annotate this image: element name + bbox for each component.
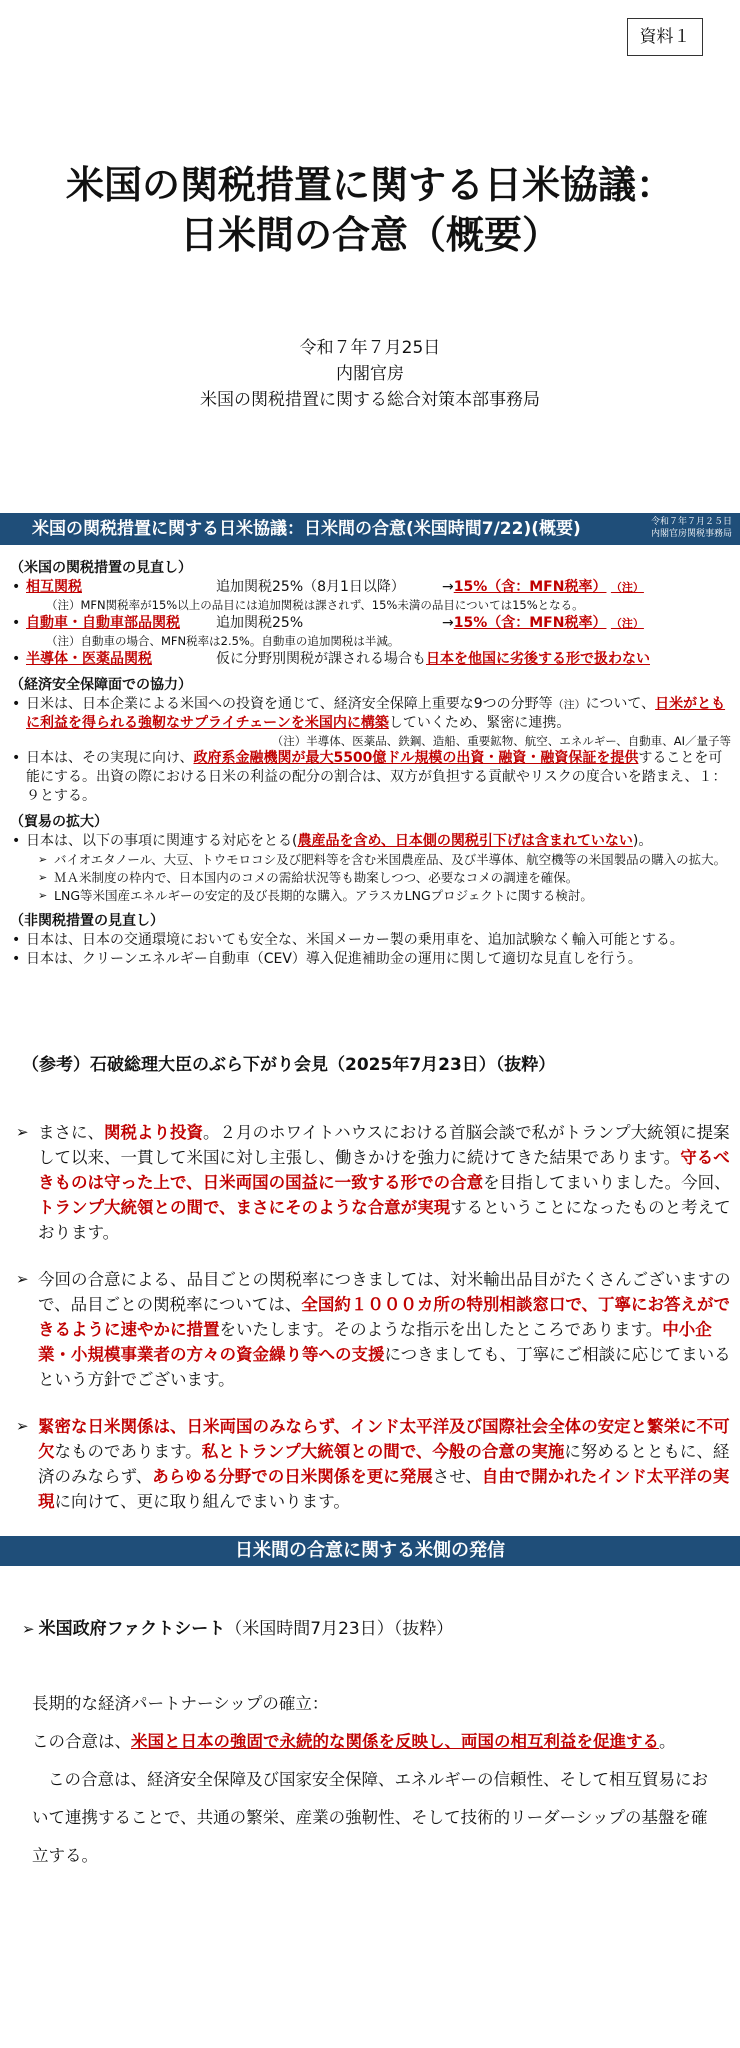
text: に向けて、更に取り組んでまいります。 xyxy=(54,1492,350,1511)
highlight: 関税より投資 xyxy=(104,1123,203,1142)
title-line-1: 米国の関税措置に関する日米協議： xyxy=(65,163,674,207)
remark-paragraph xyxy=(16,1414,731,1514)
note-marker: （注） xyxy=(610,581,644,594)
text: 15%（含：MFN税率） xyxy=(453,579,607,595)
text: させ、 xyxy=(432,1467,482,1486)
list-item: • 日本は、クリーンエネルギー自動車（CEV）導入促進補助金の運用に関して適切な見直しを行う。 xyxy=(10,950,735,969)
fact-paragraph: この合意は、経済安全保障及び国家安全保障、エネルギーの信頼性、そして相互貿易において連携することで、共通の繁栄、産業の強靭性、そして技術的リーダーシップの基盤を確立する。 xyxy=(32,1770,708,1865)
issuer-office: 米国の関税措置に関する総合対策本部事務局 xyxy=(200,390,540,410)
text: するということになったものと考えております。 xyxy=(38,1198,731,1242)
text: 日本は、その実現に向け、 xyxy=(26,750,194,766)
text: 。２月のホワイトハウスにおける首脳会談で私がトランプ大統領に提案して以来、一貫して米国に対し主張し、働きかけを強力に続けてきた結果であります。 xyxy=(38,1123,730,1167)
highlight: トランプ大統領との間で、まさにそのような合意が実現 xyxy=(38,1198,451,1217)
section-heading: （非関税措置の見直し） xyxy=(10,913,164,929)
section-trade-expansion xyxy=(10,813,735,905)
highlight: 米国と日本の強固で永続的な関係を反映し、両国の相互利益を促進する xyxy=(131,1732,659,1751)
title-line-2: 日米間の合意（概要） xyxy=(179,213,560,257)
text: 農産品を含め、日本側の関税引下げは含まれていない xyxy=(297,833,633,849)
fact-paragraph: 長期的な経済パートナーシップの確立： xyxy=(32,1694,329,1713)
text: していくため、緊密に連携。 xyxy=(388,715,571,731)
text: 日本を他国に劣後する形で扱わない xyxy=(426,651,650,667)
text: 日本は、以下の事項に関連する対応をとる( xyxy=(26,833,298,849)
reciprocal-tariff-label: 相互関税 xyxy=(26,579,82,595)
summary-banner-date xyxy=(651,516,732,540)
section-heading: （米国の関税措置の見直し） xyxy=(10,560,192,576)
summary-banner-title: 米国の関税措置に関する日米協議：日米間の合意(米国時間7/22)(概要) xyxy=(32,519,581,539)
note: （注）自動車の場合、MFN税率は2.5%。自動車の追加関税は半減。 xyxy=(46,634,400,648)
note: （注）半導体、医薬品、鉄鋼、造船、重要鉱物、航空、エネルギー、自動車、AI／量子等 xyxy=(271,734,731,748)
note-marker: （注） xyxy=(610,617,644,630)
text: に努めるとともに、経済のみならず、 xyxy=(38,1442,730,1486)
sub-item: ➢ ＭＡ米制度の枠内で、日本国内のコメの需給状況等も勘案しつつ、必要なコメの調達を確保。 xyxy=(10,869,735,887)
text: をいたします。そのような指示を出したところであります。 xyxy=(219,1320,663,1339)
agreement-summary xyxy=(10,555,735,976)
highlight: 私とトランプ大統領との間で、今般の合意の実施 xyxy=(201,1442,565,1461)
list-item xyxy=(10,650,735,669)
highlight: 中小企業・小規模事業者の方々の資金繰り等への支援 xyxy=(38,1320,712,1364)
highlight: 全国約１０００カ所の特別相談窓口で、丁寧にお答えができるように速やかに措置 xyxy=(38,1295,731,1339)
us-side-banner: 日米間の合意に関する米側の発信 xyxy=(0,1536,740,1566)
section-economic-security xyxy=(10,676,735,806)
fact-sheet-title: 米国政府ファクトシート xyxy=(38,1619,226,1639)
highlight: あらゆる分野での日米関係を更に発展 xyxy=(152,1467,433,1486)
section-non-tariff xyxy=(10,912,735,969)
text: 追加関税25%（8月1日以降） xyxy=(216,579,405,595)
section-heading: （貿易の拡大） xyxy=(10,814,108,830)
text: を目指してまいりました。今回、 xyxy=(483,1173,731,1192)
remark-paragraph xyxy=(16,1120,731,1245)
text: について、 xyxy=(585,696,656,712)
text: 。 xyxy=(659,1732,676,1751)
fact-sheet-heading xyxy=(22,1614,453,1639)
arrow-text: → xyxy=(442,615,454,631)
sub-item: ➢ バイオエタノール、大豆、トウモロコシ及び肥料等を含む米国農産品、及び半導体、航空機等の米国製品の購入の拡大。 xyxy=(10,851,735,869)
text: することを可能にする。出資の際における日米の利益の配分の割合は、双方が負担する貢献やリスクの度合いを踏まえ、１：９とする。 xyxy=(26,750,727,804)
list-item: • 日本は、日本の交通環境においても安全な、米国メーカー製の乗用車を、追加試験なく輸入可能とする。 xyxy=(10,931,735,950)
summary-banner xyxy=(0,513,740,545)
auto-tariff-label: 自動車・自動車部品関税 xyxy=(26,615,180,631)
list-item xyxy=(10,749,735,806)
banner-org-text: 内閣官房関税事務局 xyxy=(650,529,732,539)
text: なものであります。 xyxy=(54,1442,202,1461)
text: 日米がともに利益を得られる強靭なサプライチェーンを米国内に構築 xyxy=(26,696,726,731)
highlight: 守るべきものは守った上で、日米両国の国益に一致する形での合意 xyxy=(38,1148,730,1192)
fact-paragraph xyxy=(32,1723,722,1761)
issuer-org: 内閣官房 xyxy=(336,364,404,384)
sub-item: ➢ LNG等米国産エネルギーの安定的及び長期的な購入。アラスカLNGプロジェクトに関する検討。 xyxy=(10,887,735,905)
text: 15%（含：MFN税率） xyxy=(453,615,607,631)
note: （注）MFN関税率が15%以上の品目には追加関税は課されず、15%未満の品目については15%となる。 xyxy=(46,598,584,612)
list-item xyxy=(10,695,735,733)
text: 今回の合意による、品目ごとの関税率につきましては、対米輸出品目がたくさんございますので、品目ごとの関税率については、 xyxy=(38,1270,731,1314)
arrow-text: → xyxy=(442,579,454,595)
list-item xyxy=(10,614,735,633)
text: )。 xyxy=(632,833,653,849)
document-tag: 資料１ xyxy=(627,18,703,56)
remark-paragraph xyxy=(16,1267,731,1392)
text: この合意は、 xyxy=(32,1732,131,1751)
list-item xyxy=(10,832,735,851)
issue-date: 令和７年７月25日 xyxy=(299,338,441,358)
section-tariff-review xyxy=(10,559,735,669)
text: 追加関税25% xyxy=(216,615,304,631)
text: 仮に分野別関税が課される場合も xyxy=(216,651,426,667)
page-title xyxy=(0,160,740,260)
text: 政府系金融機関が最大5500億ドル規模の出資・融資・融資保証を提供 xyxy=(193,750,639,766)
semiconductor-tariff-label: 半導体・医薬品関税 xyxy=(26,651,152,667)
list-item xyxy=(10,578,735,597)
text: につきましても、丁寧にご相談に応じてまいるという方針でございます。 xyxy=(38,1345,731,1389)
highlight: 緊密な日米関係は、日米両国のみならず、インド太平洋及び国際社会全体の安定と繁栄に不可欠 xyxy=(38,1417,730,1461)
note-marker: （注） xyxy=(552,698,586,711)
text: まさに、 xyxy=(38,1123,104,1142)
reference-title: （参考）石破総理大臣のぶら下がり会見（2025年7月23日）（抜粋） xyxy=(22,1055,556,1075)
press-remarks xyxy=(16,1120,731,1536)
text: 日米は、日本企業による米国への投資を通じて、経済安全保障上重要な9つの分野等 xyxy=(26,696,553,712)
banner-date-text: 令和７年７月２５日 xyxy=(650,517,732,527)
fact-sheet-excerpt xyxy=(32,1685,722,1875)
section-heading: （経済安全保障面での協力） xyxy=(10,677,192,693)
arrow-icon: ➢ xyxy=(22,1620,35,1638)
issuer-block xyxy=(0,335,740,413)
highlight: 自由で開かれたインド太平洋の実現 xyxy=(38,1467,730,1511)
fact-sheet-date: （米国時間7月23日）（抜粋） xyxy=(225,1619,454,1639)
